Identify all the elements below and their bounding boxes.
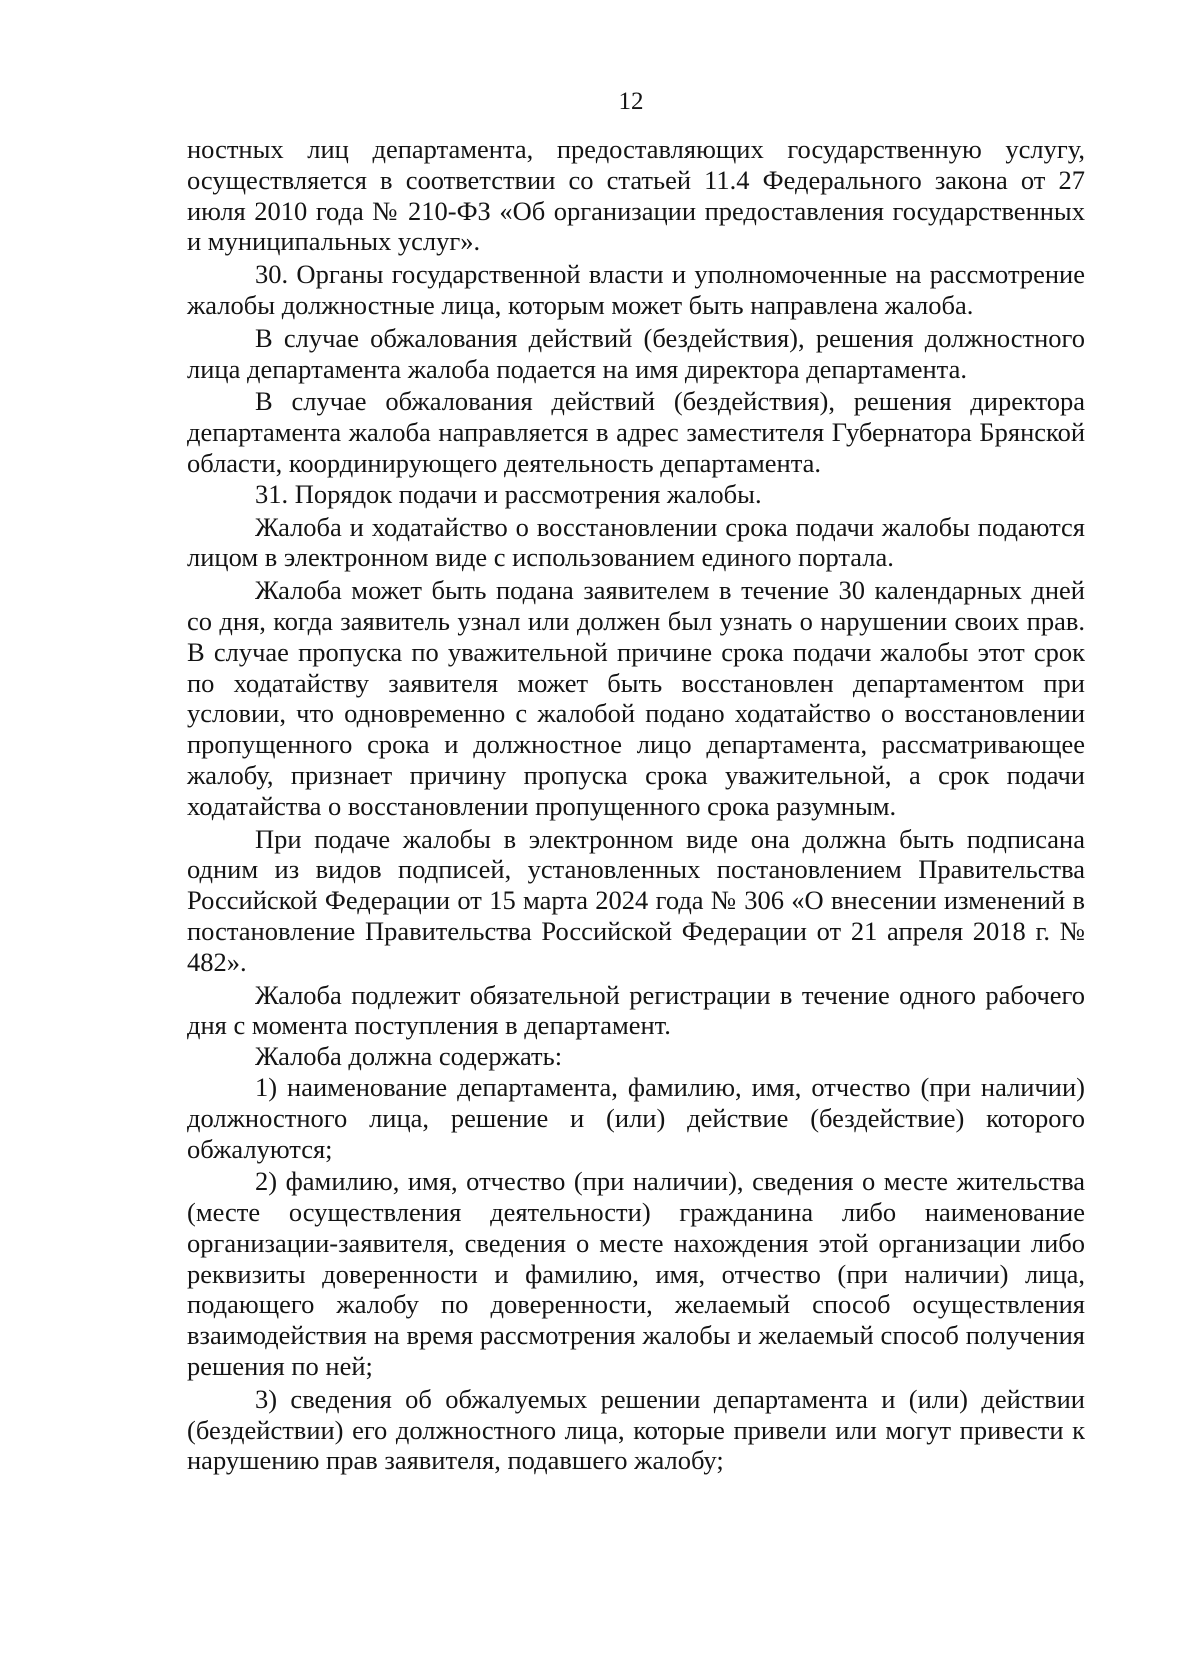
list-item-1: 1) наименование департамента, фамилию, имя, отчество (при наличии) должностного лица, решение и (или) действие (бездействие) которого обжалуются; — [187, 1071, 1085, 1164]
paragraph-clause-31: 31. Порядок подачи и рассмотрения жалобы. — [255, 478, 762, 509]
list-item-2: 2) фамилию, имя, отчество (при наличии), сведения о месте жительства (месте осуществления деятельности) гражданина либо наименование организации-заявителя, сведения о месте нахождения этой организации либо реквизиты доверенности и фамилию, имя, отчество (при наличии) лица, подающего жалобу по доверенности, желаемый способ осуществления взаимодействия на время рассмотрения жалобы и желаемый способ получения решения по ней; — [187, 1166, 1085, 1382]
list-item-3: 3) сведения об обжалуемых решении департамента и (или) действии (бездействии) его должностного лица, которые привели или могут привести к нарушению прав заявителя, подавшего жалобу; — [187, 1383, 1085, 1476]
document-body — [187, 134, 1085, 1476]
paragraph-appeal-director: В случае обжалования действий (бездействия), решения директора департамента жалоба направляется в адрес заместителя Губернатора Брянской области, координирующего деятельность департамента. — [187, 386, 1085, 478]
paragraph-electronic-signature: При подаче жалобы в электронном виде она должна быть подписана одним из видов подписей, установленных постановлением Правительства Российской Федерации от 15 марта 2024 года № 306 «О внесении изменений в постановление Правительства Российской Федерации от 21 апреля 2018 г. № 482». — [187, 823, 1085, 977]
paragraph-registration: Жалоба подлежит обязательной регистрации в течение одного рабочего дня с момента поступления в департамент. — [187, 979, 1085, 1041]
paragraph-electronic-submission: Жалоба и ходатайство о восстановлении срока подачи жалобы подаются лицом в электронном виде с использованием единого портала. — [187, 511, 1085, 573]
paragraph-clause-30: 30. Органы государственной власти и уполномоченные на рассмотрение жалобы должностные лица, которым может быть направлена жалоба. — [187, 259, 1085, 320]
paragraph-continuation: ностных лиц департамента, предоставляющих государственную услугу, осуществляется в соответствии со статьей 11.4 Федерального закона от 27 июля 2010 года № 210-ФЗ «Об организации предоставления государственных и муниципальных услуг». — [187, 134, 1085, 257]
paragraph-submission-deadline: Жалоба может быть подана заявителем в течение 30 календарных дней со дня, когда заявитель узнал или должен был узнать о нарушении своих прав. В случае пропуска по уважительной причине срока подачи жалобы этот срок по ходатайству заявителя может быть восстановлен департаментом при условии, что одновременно с жалобой подано ходатайство о восстановлении пропущенного срока и должностное лицо департамента, рассматривающее жалобу, признает причину пропуска срока уважительной, а срок подачи ходатайства о восстановлении пропущенного срока разумным. — [187, 575, 1085, 821]
paragraph-contents-heading: Жалоба должна содержать: — [255, 1041, 563, 1072]
paragraph-appeal-official: В случае обжалования действий (бездействия), решения должностного лица департамента жалоба подается на имя директора департамента. — [187, 322, 1085, 384]
page-number: 12 — [618, 88, 644, 115]
